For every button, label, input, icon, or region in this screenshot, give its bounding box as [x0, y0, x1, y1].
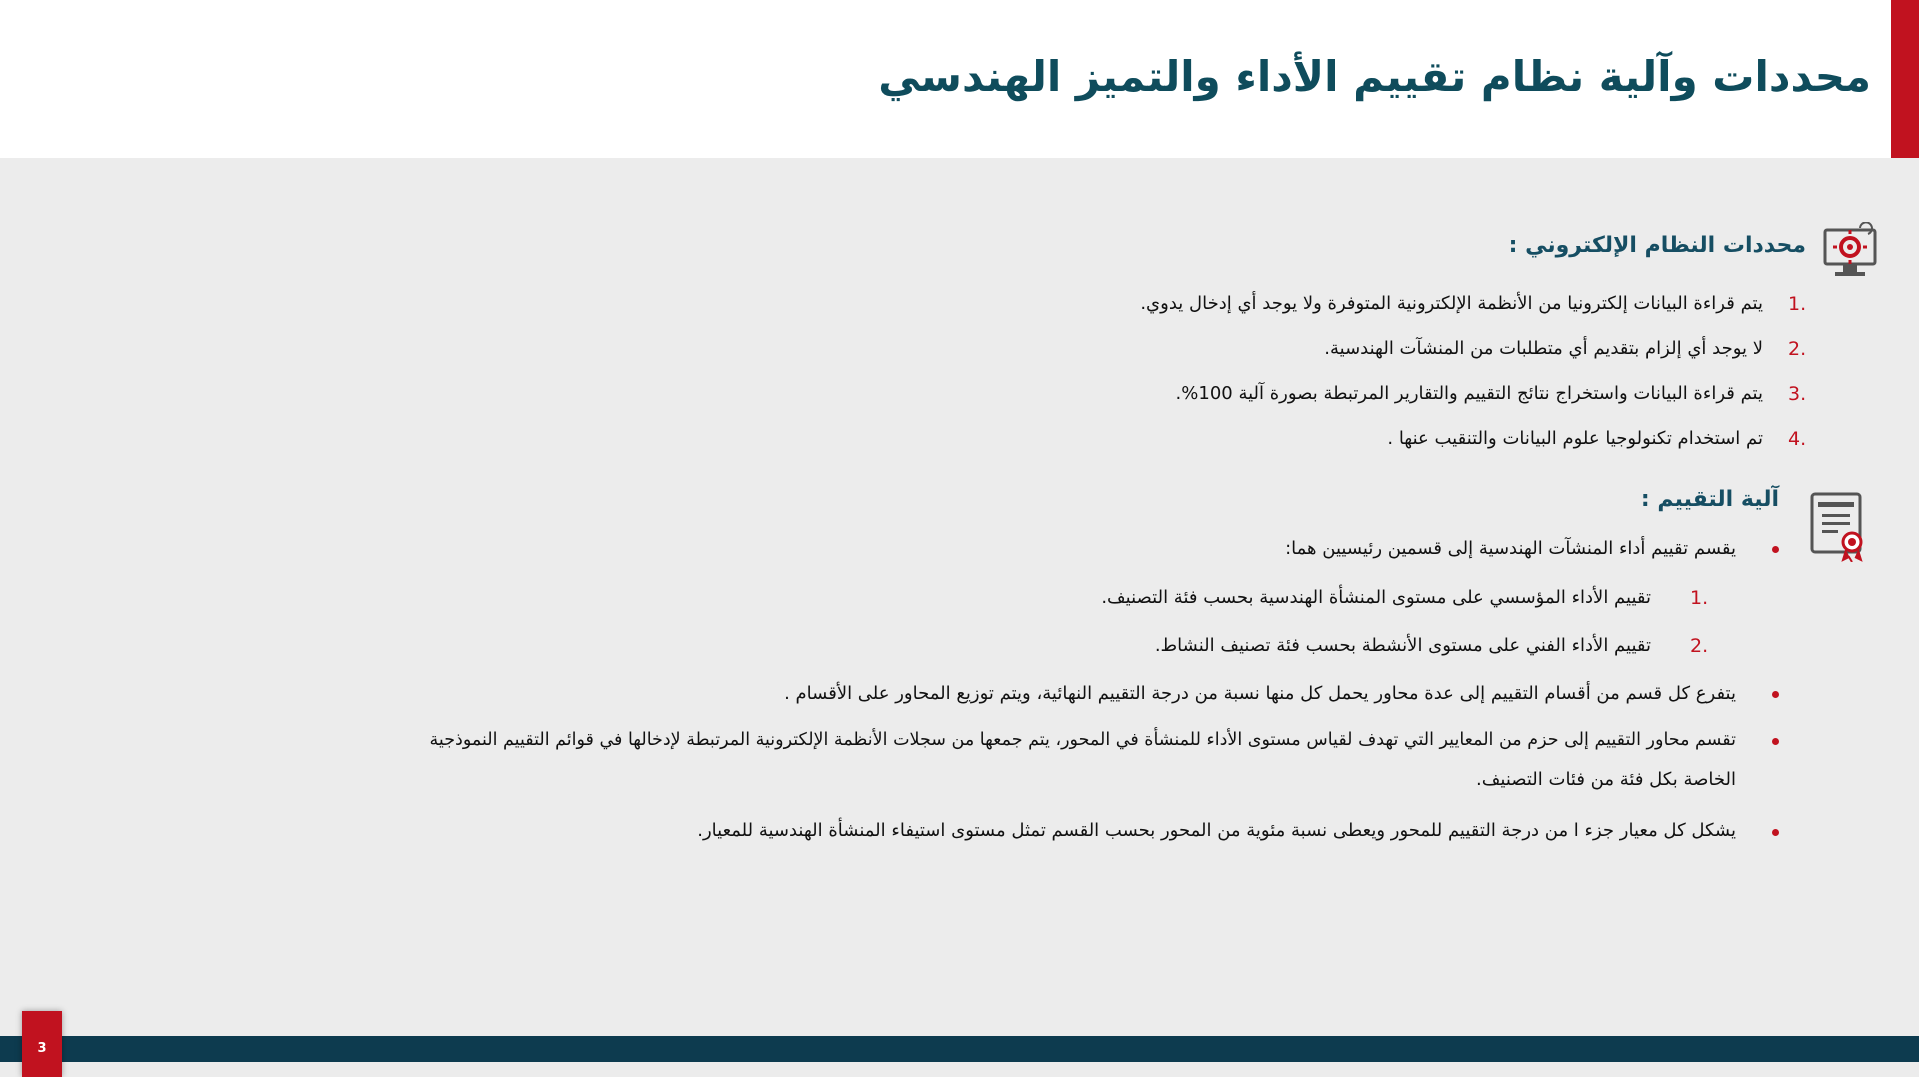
- list-item: لا يوجد أي إلزام بتقديم أي متطلبات من المنشآت الهندسية.: [1324, 338, 1763, 359]
- list-number: 1.: [1788, 293, 1807, 315]
- footer-bar: [0, 1036, 1919, 1062]
- sub-list-number: 1.: [1690, 587, 1709, 609]
- certificate-icon: [1808, 490, 1868, 562]
- page-number: 3: [37, 1041, 47, 1056]
- slide-title: محددات وآلية نظام تقييم الأداء والتميز الهندسي: [878, 52, 1871, 101]
- list-number: 3.: [1788, 383, 1807, 405]
- system-section-heading: محددات النظام الإلكتروني :: [1508, 233, 1806, 258]
- evaluation-section-heading: آلية التقييم :: [1640, 487, 1779, 512]
- list-number: 2.: [1788, 338, 1807, 360]
- sub-list-item: تقييم الأداء المؤسسي على مستوى المنشأة الهندسية بحسب فئة التصنيف.: [1101, 587, 1651, 608]
- sub-list-item: تقييم الأداء الفني على مستوى الأنشطة بحسب فئة تصنيف النشاط.: [1154, 635, 1651, 656]
- bullet-item: يتفرع كل قسم من أقسام التقييم إلى عدة محاور يحمل كل منها نسبة من درجة التقييم النهائية، ويتم توزيع المحاور على الأقسام .: [784, 683, 1736, 704]
- bullet-marker: [1772, 738, 1779, 745]
- bullet-marker: [1772, 546, 1779, 553]
- bullet-marker: [1772, 691, 1779, 698]
- bullet-item: تقسم محاور التقييم إلى حزم من المعايير التي تهدف لقياس مستوى الأداء للمنشأة في المحور، يتم جمعها من سجلات الأنظمة الإلكترونية المرتبطة لإدخالها في قوائم التقييم النموذجية: [429, 730, 1736, 750]
- page-number-badge: [22, 1011, 62, 1077]
- sub-list-number: 2.: [1690, 635, 1709, 657]
- list-item: يتم قراءة البيانات إلكترونيا من الأنظمة الإلكترونية المتوفرة ولا يوجد أي إدخال يدوي.: [1140, 293, 1763, 314]
- bullet-item: يقسم تقييم أداء المنشآت الهندسية إلى قسمين رئيسيين هما:: [1285, 538, 1736, 559]
- bullet-item: يشكل كل معيار جزء ا من درجة التقييم للمحور ويعطى نسبة مئوية من المحور بحسب القسم تمثل مستوى استيفاء المنشأة الهندسية للمعيار.: [697, 820, 1736, 841]
- bullet-marker: [1772, 829, 1779, 836]
- monitor-gear-icon: [1822, 222, 1878, 282]
- list-number: 4.: [1788, 428, 1807, 450]
- bullet-item-continuation: الخاصة بكل فئة من فئات التصنيف.: [1476, 769, 1736, 790]
- list-item: تم استخدام تكنولوجيا علوم البيانات والتنقيب عنها .: [1387, 428, 1763, 449]
- list-item: يتم قراءة البيانات واستخراج نتائج التقييم والتقارير المرتبطة بصورة آلية 100%.: [1175, 383, 1763, 404]
